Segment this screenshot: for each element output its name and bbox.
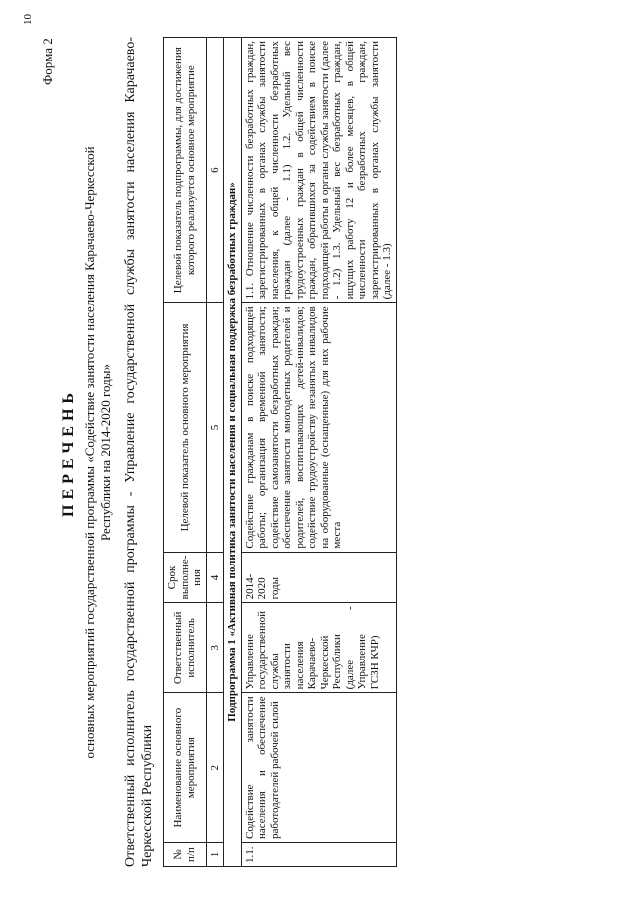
subtitle-line-2: Республики на 2014-2020 годы» [98, 364, 113, 542]
column-header: Срок выполне-ния [164, 552, 207, 603]
column-number: 5 [206, 303, 224, 552]
page-number: 10 [22, 14, 34, 25]
measures-table [163, 37, 397, 867]
document-title: ПЕРЕЧЕНЬ [60, 388, 77, 517]
subprogram-title: Подпрограмма 1 «Активная политика занятости населения и социальная поддержка безработных граждан» [224, 38, 242, 867]
column-number: 3 [206, 603, 224, 693]
column-header: Целевой показатель основного мероприятия [164, 303, 207, 552]
column-header: Целевой показатель подпрограммы, для достижения которого реализуется основное мероприятие [164, 38, 207, 303]
subtitle-line-1: основных мероприятий государственной программы «Содействие занятости населения Карачаево-Черкесской [82, 146, 97, 759]
period-cell: 2014-2020 годы [241, 552, 396, 603]
column-header: Ответственный исполнитель [164, 603, 207, 693]
table-row [241, 38, 396, 867]
subprogram-row [224, 38, 242, 867]
column-number-row [206, 38, 224, 867]
column-header: № п/п [164, 843, 207, 867]
table-header-row [164, 38, 207, 867]
document-subtitle [82, 0, 114, 905]
responsible-executor: Ответственный исполнитель государственной программы - Управление государственной службы занятости населения Карачаево-Черкесской Республики [123, 37, 155, 867]
measure-name: Содействие занятости населения и обеспечение работодателей рабочей силой [241, 693, 396, 843]
program-indicator: 1.1. Отношение численности безработных граждан, зарегистрированных в органах службы занятости населения, к общей численности безработных граждан (далее - 1.1) 1.2. Удельный вес трудоустроенных граждан в общей численности граждан, обратившихся за содействием в поиске подходящей работы в органы службы занятости (далее - 1.2) 1.3. Удельный вес безработных граждан, ищущих работу 12 и более месяцев, в общей численности безработных граждан, зарегистрированных в органах службы занятости (далее - 1.3) [241, 38, 396, 303]
column-number: 1 [206, 843, 224, 867]
column-number: 6 [206, 38, 224, 303]
row-number: 1.1. [241, 843, 396, 867]
column-number: 4 [206, 552, 224, 603]
form-label: Форма 2 [40, 38, 55, 85]
column-header: Наименование основного мероприятия [164, 693, 207, 843]
column-number: 2 [206, 693, 224, 843]
measure-indicator: Содействие гражданам в поиске подходящей работы; организация временной занятости; содействие самозанятости безработных граждан; обеспечение занятости многодетных родителей и родителей, воспитывающих детей-инвалидов; содействие трудоустройству незанятых инвалидов на оборудованные (оснащенные) для них рабочие места [241, 303, 396, 552]
responsible-cell: Управление государственной службы занятости населения Карачаево-Черкесской Республики (далее - Управление ГСЗН КЧР) [241, 603, 396, 693]
